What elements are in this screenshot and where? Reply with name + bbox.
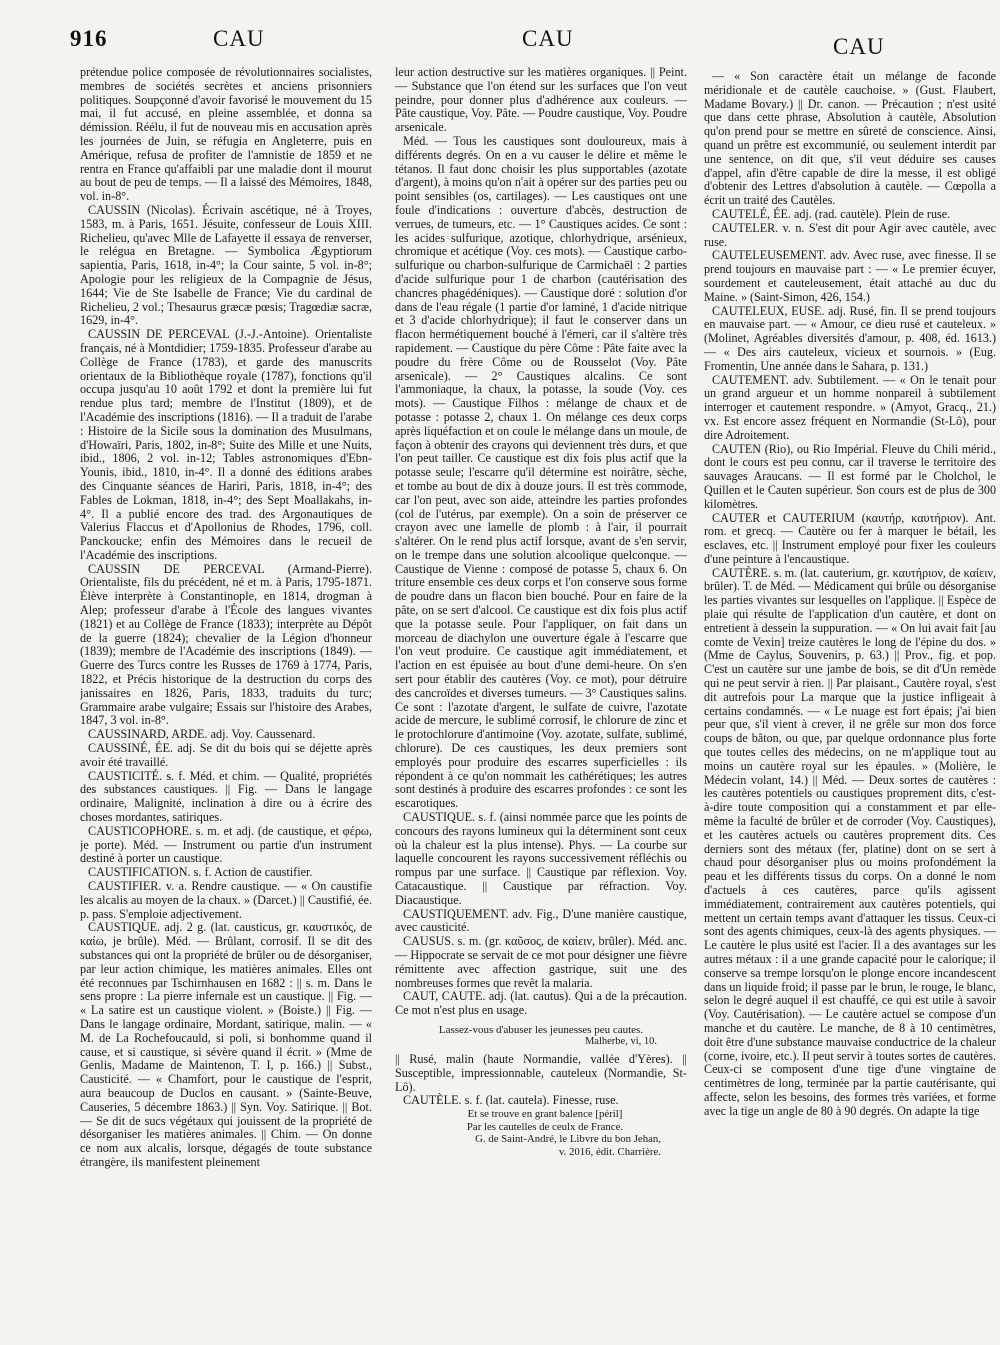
- entry-caustifier: CAUSTIFIER. v. a. Rendre caustique. — « On caustifie les alcalis au moyen de la chaux. » (Darcet.) || Caustifié, ée. p. pass. S'emploie adjectivement.: [80, 879, 372, 921]
- running-head-left: CAU: [213, 26, 265, 51]
- running-head-right: CAU: [833, 34, 885, 59]
- verse-line-1: Et se trouve en grant balence [péril]: [467, 1108, 623, 1121]
- entry-cauteleusement: CAUTELEUSEMENT. adv. Avec ruse, avec finesse. Il se prend toujours en mauvaise part : — « Le premier écuyer, sourdement et cauteleusement, était attaché au duc du Maine. » (Saint-Simon, 426, 154.): [704, 248, 996, 304]
- entry-cautele-adj: CAUTELÉ, ÉE. adj. (rad. cautèle). Plein de ruse.: [712, 206, 951, 221]
- column-middle: [395, 66, 687, 1166]
- entry-cautele: CAUTÈLE. s. f. (lat. cautela). Finesse, ruse.: [403, 1093, 619, 1108]
- entry-caussin-de-perceval: CAUSSIN DE PERCEVAL (J.-J.-Antoine). Orientaliste français, né à Montdidier; 1759-1835. Professeur d'arabe au Collège de France (1783), et garde des manuscrits orientaux de la Bibliothèque royale (1787), fonctions qu'il occupa jusqu'au 10 août 1792 et dont la première lui fut rendue plus tard; membre de l'Institut (1809), et de l'Académie des inscriptions (1816). — Il a traduit de l'arabe : Histoire de la Sicile sous la domination des Musulmans, d'Howaïri, Paris, 1802, in-8°; Suite des Mille et une Nuits, ibid., 1806, 2 vol. in-12; Tables astronomiques d'Ebn-Younis, ibid., 1810, in-4°. Il a donné des éditions arabes des Cinquante séances de Hariri, Paris, 1818, in-4°; des Fables de Lokman, 1818, in-4°; des Sept Moallakahs, in-4°. Il a publié encore des trad. des Argonautiques de Valerius Flaccus et d'Apollonius de Rhodes, 1796, coll. Panckoucke; enfin des Mémoires dans le recueil de l'Académie des inscriptions.: [80, 327, 372, 562]
- verse-line-2: Par les cautelles de ceulx de France.: [466, 1120, 624, 1133]
- entry-caut: CAUT, CAUTE. adj. (lat. cautus). Qui a de la précaution. Ce mot n'est plus en usage.: [395, 989, 687, 1018]
- entry-causticophore: CAUSTICOPHORE. s. m. et adj. (de caustique, et φέρω, je porte). Méd. — Instrument ou partie d'un instrument destiné à porter un caustique.: [80, 823, 372, 866]
- entry-caussin-de-perceval-fils: CAUSSIN DE PERCEVAL (Armand-Pierre). Orientaliste, fils du précédent, né et m. à Paris, 1795-1871. Élève interprète à Constantinople, en 1814, drogman à Alep; professeur d'arabe à l'École des langues vivantes (1821) et au Collège de France (1833); interprète au Dépôt de la guerre (1824); chevalier de la Légion d'honneur (1839); membre de l'Académie des inscriptions (1849). — Guerre des Turcs contre les Russes de 1769 à 1774, Paris, 1822, et Précis historique de la destruction du corps des janissaires en 1826, Paris, 1833, traduits du turc; Grammaire arabe vulgaire; Essais sur l'histoire des Arabes, 1847, 3 vol. in-8°.: [80, 561, 372, 728]
- entry-caustique-sf: CAUSTIQUE. s. f. (ainsi nommée parce que les points de concours des rayons lumineux qui la déterminent sont ceux où la chaleur est la plus intense). Phys. — La courbe sur laquelle concourent les rayons successivement réfléchis ou rompus par une surface. || Caustique par réflexion. Voy. Catacaustique. || Caustique par réfraction. Voy. Diacaustique.: [395, 810, 687, 907]
- entry-cauter: CAUTER et CAUTERIUM (καυτήρ, καυτήριον). Ant. rom. et grecq. — Cautère ou fer à marquer le bétail, les esclaves, etc. || Instrument employé pour fixer les couleurs d'une peinture à l'encaustique.: [704, 510, 996, 566]
- verse-attribution-1: G. de Saint-André, le Libvre du bon Jehan,: [475, 1133, 661, 1146]
- entry-caustiquement: CAUSTIQUEMENT. adv. Fig., D'une manière caustique, avec causticité.: [395, 906, 687, 935]
- entry-caussine: CAUSSINÉ, ÉE. adj. Se dit du bois qui se déjette après avoir été travaillé.: [80, 741, 372, 769]
- entry-text: — « Son caractère était un mélange de faconde méridionale et de cautèle cauchoise. » (Gust. Flaubert, Madame Bovary.) || Dr. canon. — Précaution ; n'est usité que dans cette phrase, Absolution à cautèle, Absolution qu'on prend pour se mettre en sûreté de conscience. Ainsi, quand un prêtre est excommunié, ou seulement interdit par une sentence, on dit que, s'il veut déduire ses causes d'appel, afin d'être capable de dire la messe, il est obligé d'obtenir des Lettres d'absolution à cautèle. — Cœpolla a écrit un traité des Cautèles.: [704, 70, 996, 208]
- column-left: [80, 66, 372, 1336]
- verse-attribution-2: v. 2016, édit. Charrière.: [558, 1145, 661, 1158]
- entry-causticite: CAUSTICITÉ. s. f. Méd. et chim. — Qualité, propriétés des substances caustiques. || Fig. — Dans le langage ordinaire, Malignité, inclination à dire ou à écrire des choses mordantes, satiriques.: [80, 768, 372, 825]
- running-head-center: CAU: [522, 26, 574, 51]
- entry-caut-senses: || Rusé, malin (haute Normandie, vallée d'Yères). || Susceptible, impressionnable, cauteleux (Normandie, St-Lô).: [395, 1051, 687, 1094]
- entry-caustification: CAUSTIFICATION. s. f. Action de caustifier.: [88, 865, 313, 880]
- entry-cauteler: CAUTELER. v. n. S'est dit pour Agir avec cautèle, avec ruse.: [704, 220, 996, 249]
- entry-caustique-adj: CAUSTIQUE. adj. 2 g. (lat. causticus, gr. καυστικός, de καίω, je brûle). Méd. — Brûlant, corrosif. Il se dit des substances qui ont la propriété de brûler ou de désorganiser, par leur action chimique, les matières animales. Elles ont été reconnues par Tschirnhausen en 1682 : || s. m. Dans le sens propre : La pierre infernale est un caustique. || Fig. — « La satire est un caustique violent. » (Boiste.) || Fig. — Dans le langage ordinaire, Mordant, satirique, malin. — « M. de La Rochefoucauld, si poli, si bonhomme quand il cause, et si caustique, si sévère quand il écrit. » (Mme de Genlis, Madame de Maintenon, T. I, p. 166.) || Subst., Causticité. — « Chamfort, pour le caustique de l'esprit, aura beaucoup de Duclos en causant. » (Sainte-Beuve, Causeries, 5 décembre 1863.) || Syn. Voy. Satirique. || Bot. — Se dit de sucs végétaux qui jouissent de la propriété de désorganiser les matières animales. || Chim. — On donne ce nom aux alcalis, lorsque, dégagés de toute substance étrangère, ils manifestent pleinement: [80, 920, 372, 1169]
- verse-quotation: [395, 1108, 687, 1158]
- entry-caussin: CAUSSIN (Nicolas). Écrivain ascétique, né à Troyes, 1583, m. à Paris, 1651. Jésuite, confesseur de Louis XIII. Richelieu, qu'avec Mlle de Lafayette il essaya de renverser, le relégua en Bretagne. — Symbolica Ægyptiorum sapientia, Paris, 1618, in-4°; la Cour sainte, 5 vol. in-8°; Apologie pour les religieux de la Compagnie de Jésus, 1644; Vie de Ste Isabelle de France; Vie du cardinal de Richelieu, 2 vol.; Thesaurus græcæ pœsis; Tragœdiæ sacræ, 1629, in-4°.: [80, 202, 372, 328]
- entry-cautere: CAUTÈRE. s. m. (lat. cauterium, gr. καυτήριον, de καίειν, brûler). T. de Méd. — Médicament qui brûle ou désorganise les parties vivantes sur lesquelles on l'applique. || Espèce de plaie qui résulte de l'application d'un cautère, et dont on entretient à dessein la suppuration. — « On lui avait fait [au comte de Vexin] treize cautères le long de l'épine du dos. » (Mme de Caylus, Souvenirs, p. 63.) || Prov., fig. et pop. C'est un cautère sur une jambe de bois, se dit d'Un remède qui ne peut servir à rien. || Par plaisant., Cautère royal, s'est dit autrefois pour La marque que la justice infligeait à certains condamnés. — « Le nuage est fort épais; j'ai bien peur que, s'il vient à crever, il ne grêle sur mon dos force coups de bâton, ou que, par quelque ordonnance plus forte que toutes celles des médecins, on ne m'applique tout au moins un cautère royal sur les épaules. » (Molière, le Médecin volant, 14.) || Méd. — Deux sortes de cautères : les cautères potentiels ou caustiques proprement dits, c'est-à-dire toute composition qui a constamment et par elle-même la faculté de brûler et de corroder (Voy. Caustiques), et les cautères actuels ou cautères proprement dits. Ces derniers sont des métaux (fer, platine) dont on se sert à chaud pour désorganiser plus ou moins profondément la peau et les différents tissus du corps. On a donné le nom d'actuels à ces cautères, parce qu'ils agissent immédiatement, contrairement aux cautères potentiels, qui mettent un certain temps avant d'attaquer les tissus. Ceux-ci sont des agents chimiques, ceux-là des agents physiques. — Le cautère le plus usité est l'acier. Il a des avantages sur les autres métaux : il a une grande capacité pour le calorique; il conserve sa trempe lorsqu'on le plonge encore incandescent dans un liquide froid; il passe par le brun, le rouge, le blanc, selon le degré auquel il est chauffé, ce qui est utile à savoir (Voy. Cautérisation). — Le cautère actuel se compose d'un manche et du cautère. Le manche, de 8 à 10 centimètres, doit être d'une substance mauvaise conductrice de la chaleur (corne, ivoire, etc.). Il peut servir à toutes sortes de cautères. Ceux-ci se composent d'une tige d'une vingtaine de centimètres de long, terminée par la partie cautérisante, qui affecte, selon les besoins, des formes très variées, et forme avec la tige un angle de 80 à 90 degrés. On adapte la tige: [704, 565, 996, 1118]
- quotation-attribution: Malherbe, vi, 10.: [584, 1036, 657, 1048]
- entry-caussinard: CAUSSINARD, ARDE. adj. Voy. Caussenard.: [88, 727, 316, 742]
- entry-med-caustiques: Méd. — Tous les caustiques sont douloureux, mais à différents degrés. On en a vu causer le délire et même le tétanos. Il faut donc choisir les plus supportables (azotate d'argent), à moins qu'on n'ait à opérer sur des parties peu ou point sensibles (os, cartilages). — Les caustiques ont une foule d'indications : ouverture d'abcès, destruction de verrues, de tumeurs, etc. — 1° Caustiques acides. Ce sont : les acides sulfurique, azotique, chlorhydrique, arsénieux, chromique et acétique (Voy. ces mots). — Caustique carbo-sulfurique ou charbon-sulfurique de Carmichaël : 2 parties d'acide sulfurique pour 1 de charbon (cautérisation des chancres phagédéniques). — Caustique doré : solution d'or dans de l'eau régale (1 partie d'or laminé, 1 d'acide nitrique et 3 d'acide chlorhydrique); il faut le conserver dans un flacon hermétiquement bouché à l'émeri, car il s'altère très rapidement. — Caustique du père Côme : Pâte faite avec la poudre du frère Côme ou de Rousselot (Voy. Pâte arsenicale). — 2° Caustiques alcalins. Ce sont l'ammoniaque, la chaux, la potasse, la soude (Voy. ces mots). — Caustique Filhos : mélange de chaux et de potasse : potasse 2, chaux 1. On mélange ces deux corps après liquéfaction et on coule le mélange dans un moule, de façon à obtenir des crayons qui deviennent très durs, et que l'on peut tailler. Ce caustique est dix fois plus actif que la potasse seule; l'escarre qu'il détermine est noirâtre, sèche, et tombe au bout de dix à douze jours. Il est très commode, car l'on peut, avec son aide, atteindre les parties profondes (col de l'utérus, par exemple). On a soin de préserver ce crayon avec une lamelle de plomb : à l'air, il pourrait s'altérer. On le rend plus actif lorsque, avant de s'en servir, on le trempe dans une solution alcoolique quelconque. — Caustique de Vienne : composé de potasse 5, chaux 6. On triture ensemble ces deux corps et l'on conserve sous forme de poudre dans un flacon bien bouché. Pour en faire de la pâte, on se sert d'alcool. Ce caustique est dix fois plus actif que la potasse seule. Pour l'appliquer, on fait dans un morceau de diachylon une ouverture égale à l'escarre que l'on veut produire. Ce caustique agit immédiatement, et l'action en est épuisée au bout d'une demi-heure. On s'en sert pour établir des cautères (Voy. ce mot), pour détruire des cancroïdes et diverses tumeurs. — 3° Caustiques salins. Ce sont : l'azotate d'argent, le sulfate de cuivre, l'azotate acide de mercure, le sublimé corrosif, le chlorure de zinc et le protochlorure d'antimoine (Voy. azotate, sulfate, sublimé, chlorure). De ces caustiques, les deux premiers sont employés pour produire des escarres superficielles : ils répondent à ce qu'on nommait les cathérétiques; les autres sont destinés à produire des escarres profondes : ce sont les escarotiques.: [395, 133, 687, 811]
- entry-cautement: CAUTEMENT. adv. Subtilement. — « On le tenait pour un grand argueur et un homme nonpareil à subtilement interroger et cautement respondre. » (Amyot, Gracq., 21.) vx. Est encore assez fréquent en Normandie (St-Lô), pour dire Adroitement.: [704, 372, 996, 442]
- entry-text: prétendue police composée de révolutionnaires socialistes, membres de sociétés secrètes et anciens prisonniers politiques. Soupçonné d'avoir favorisé le mouvement du 15 mai, il fut accusé, en pleine assemblée, et donna sa démission. Réélu, il fut de nouveau mis en accusation après les journées de Juin, se réfugia en Angleterre, puis en Amérique, refusa de profiter de l'amnistie de 1859 et ne rentra en France qu'affaibli par une maladie dont il mourut au bout de peu de temps. — Il a laissé des Mémoires, 1848, vol. in-8°.: [80, 66, 372, 204]
- quotation-line: Lassez-vous d'abuser les jeunesses peu cautes.: [438, 1023, 644, 1036]
- entry-cauten: CAUTEN (Rio), ou Rio Impérial. Fleuve du Chili mérid., dont le cours est peu connu, car il traverse le territoire des sauvages Araucans. — Il est formé par le Cholchol, le Quillen et le Cauten supérieur. Son cours est de plus de 300 kilomètres.: [704, 441, 996, 511]
- entry-cauteleux: CAUTELEUX, EUSE. adj. Rusé, fin. Il se prend toujours en mauvaise part. — « Amour, ce dieu rusé et cauteleux. » (Molinet, Agréables diversités d'amour, p. 408, éd. 1613.) — « Des airs cauteleux, vicieux et sournois. » (Eug. Fromentin, Une année dans le Sahara, p. 131.): [704, 303, 996, 373]
- quotation-malherbe: [395, 1024, 687, 1049]
- page-number: 916: [70, 26, 108, 51]
- entry-causus: CAUSUS. s. m. (gr. καῦσος, de καίειν, brûler). Méd. anc. — Hippocrate se servait de ce mot pour désigner une fièvre rémittente avec affection gastrique, suit une des nombreuses formes que revêt la malaria.: [395, 934, 687, 990]
- entry-text: leur action destructive sur les matières organiques. || Peint. — Substance que l'on étend sur les surfaces que l'on veut peindre, pour donner plus d'adhérence aux couleurs. — Pâte caustique, Voy. Pâte. — Poudre caustique, Voy. Poudre arsenicale.: [395, 66, 687, 135]
- column-right: [704, 70, 996, 1338]
